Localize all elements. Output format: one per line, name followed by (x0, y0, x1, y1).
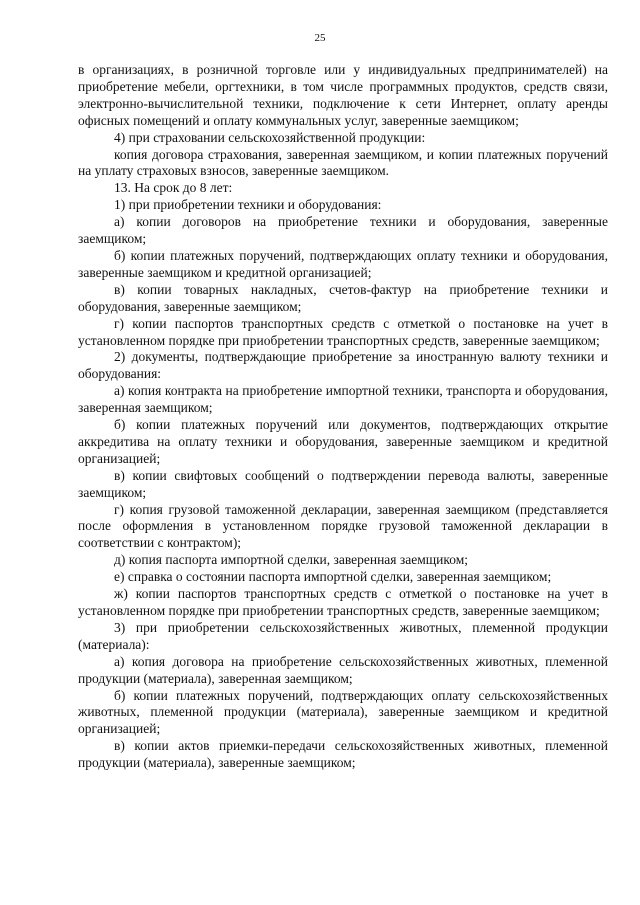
list-item: б) копии платежных поручений, подтверждающих оплату сельскохозяйственных животных, племенной продукции (материала), заверенные заемщиком и кредитной организацией; (78, 687, 608, 737)
list-item: в) копии свифтовых сообщений о подтверждении перевода валюты, заверенные заемщиком; (78, 467, 608, 500)
page-number: 25 (314, 32, 326, 44)
paragraph: 1) при приобретении техники и оборудования: (114, 197, 382, 213)
document-body (78, 62, 608, 772)
list-item: а) копии договоров на приобретение техники и оборудования, заверенные заемщиком; (78, 214, 608, 247)
list-item: в) копии актов приемки-передачи сельскохозяйственных животных, племенной продукции (материала), заверенные заемщиком; (78, 738, 608, 771)
paragraph: копия договора страхования, заверенная заемщиком, и копии платежных поручений на уплату страховых взносов, заверенные заемщиком. (78, 146, 608, 179)
list-item: а) копия контракта на приобретение импортной техники, транспорта и оборудования, заверенная заемщиком; (78, 383, 608, 416)
list-item: ж) копии паспортов транспортных средств с отметкой о постановке на учет в установленном порядке при приобретении транспортных средств, заверенные заемщиком; (78, 586, 608, 618)
paragraph: в организациях, в розничной торговле или у индивидуальных предпринимателей) на приобретение мебели, оргтехники, в том числе программных продуктов, средств связи, электронно-вычислительной техники, подключение к сети Интернет, оплату аренды офисных помещений и оплату коммунальных услуг, заверенные заемщиком; (78, 62, 608, 128)
paragraph: 2) документы, подтверждающие приобретение за иностранную валюту техники и оборудования: (78, 349, 608, 382)
list-item: д) копия паспорта импортной сделки, заверенная заемщиком; (114, 552, 469, 568)
list-item: а) копия договора на приобретение сельскохозяйственных животных, племенной продукции (материала), заверенная заемщиком; (78, 653, 608, 686)
section-heading: 13. На срок до 8 лет: (114, 180, 233, 196)
list-item: б) копии платежных поручений, подтверждающих оплату техники и оборудования, заверенные заемщиком и кредитной организацией; (78, 247, 608, 280)
list-item: е) справка о состоянии паспорта импортной сделки, заверенная заемщиком; (114, 569, 552, 585)
paragraph: 4) при страховании сельскохозяйственной продукции: (114, 129, 426, 145)
paragraph: 3) при приобретении сельскохозяйственных животных, племенной продукции (материала): (78, 619, 608, 652)
list-item: в) копии товарных накладных, счетов-фактур на приобретение техники и оборудования, заверенные заемщиком; (78, 281, 608, 314)
list-item: г) копии паспортов транспортных средств с отметкой о постановке на учет в установленном порядке при приобретении транспортных средств, заверенные заемщиком; (78, 315, 608, 348)
list-item: г) копия грузовой таможенной декларации, заверенная заемщиком (представляется после оформления в установленном порядке грузовой таможенной декларации в соответствии с контрактом); (78, 501, 608, 551)
list-item: б) копии платежных поручений или документов, подтверждающих открытие аккредитива на оплату техники и оборудования, заверенные заемщиком и кредитной организацией; (78, 417, 608, 466)
